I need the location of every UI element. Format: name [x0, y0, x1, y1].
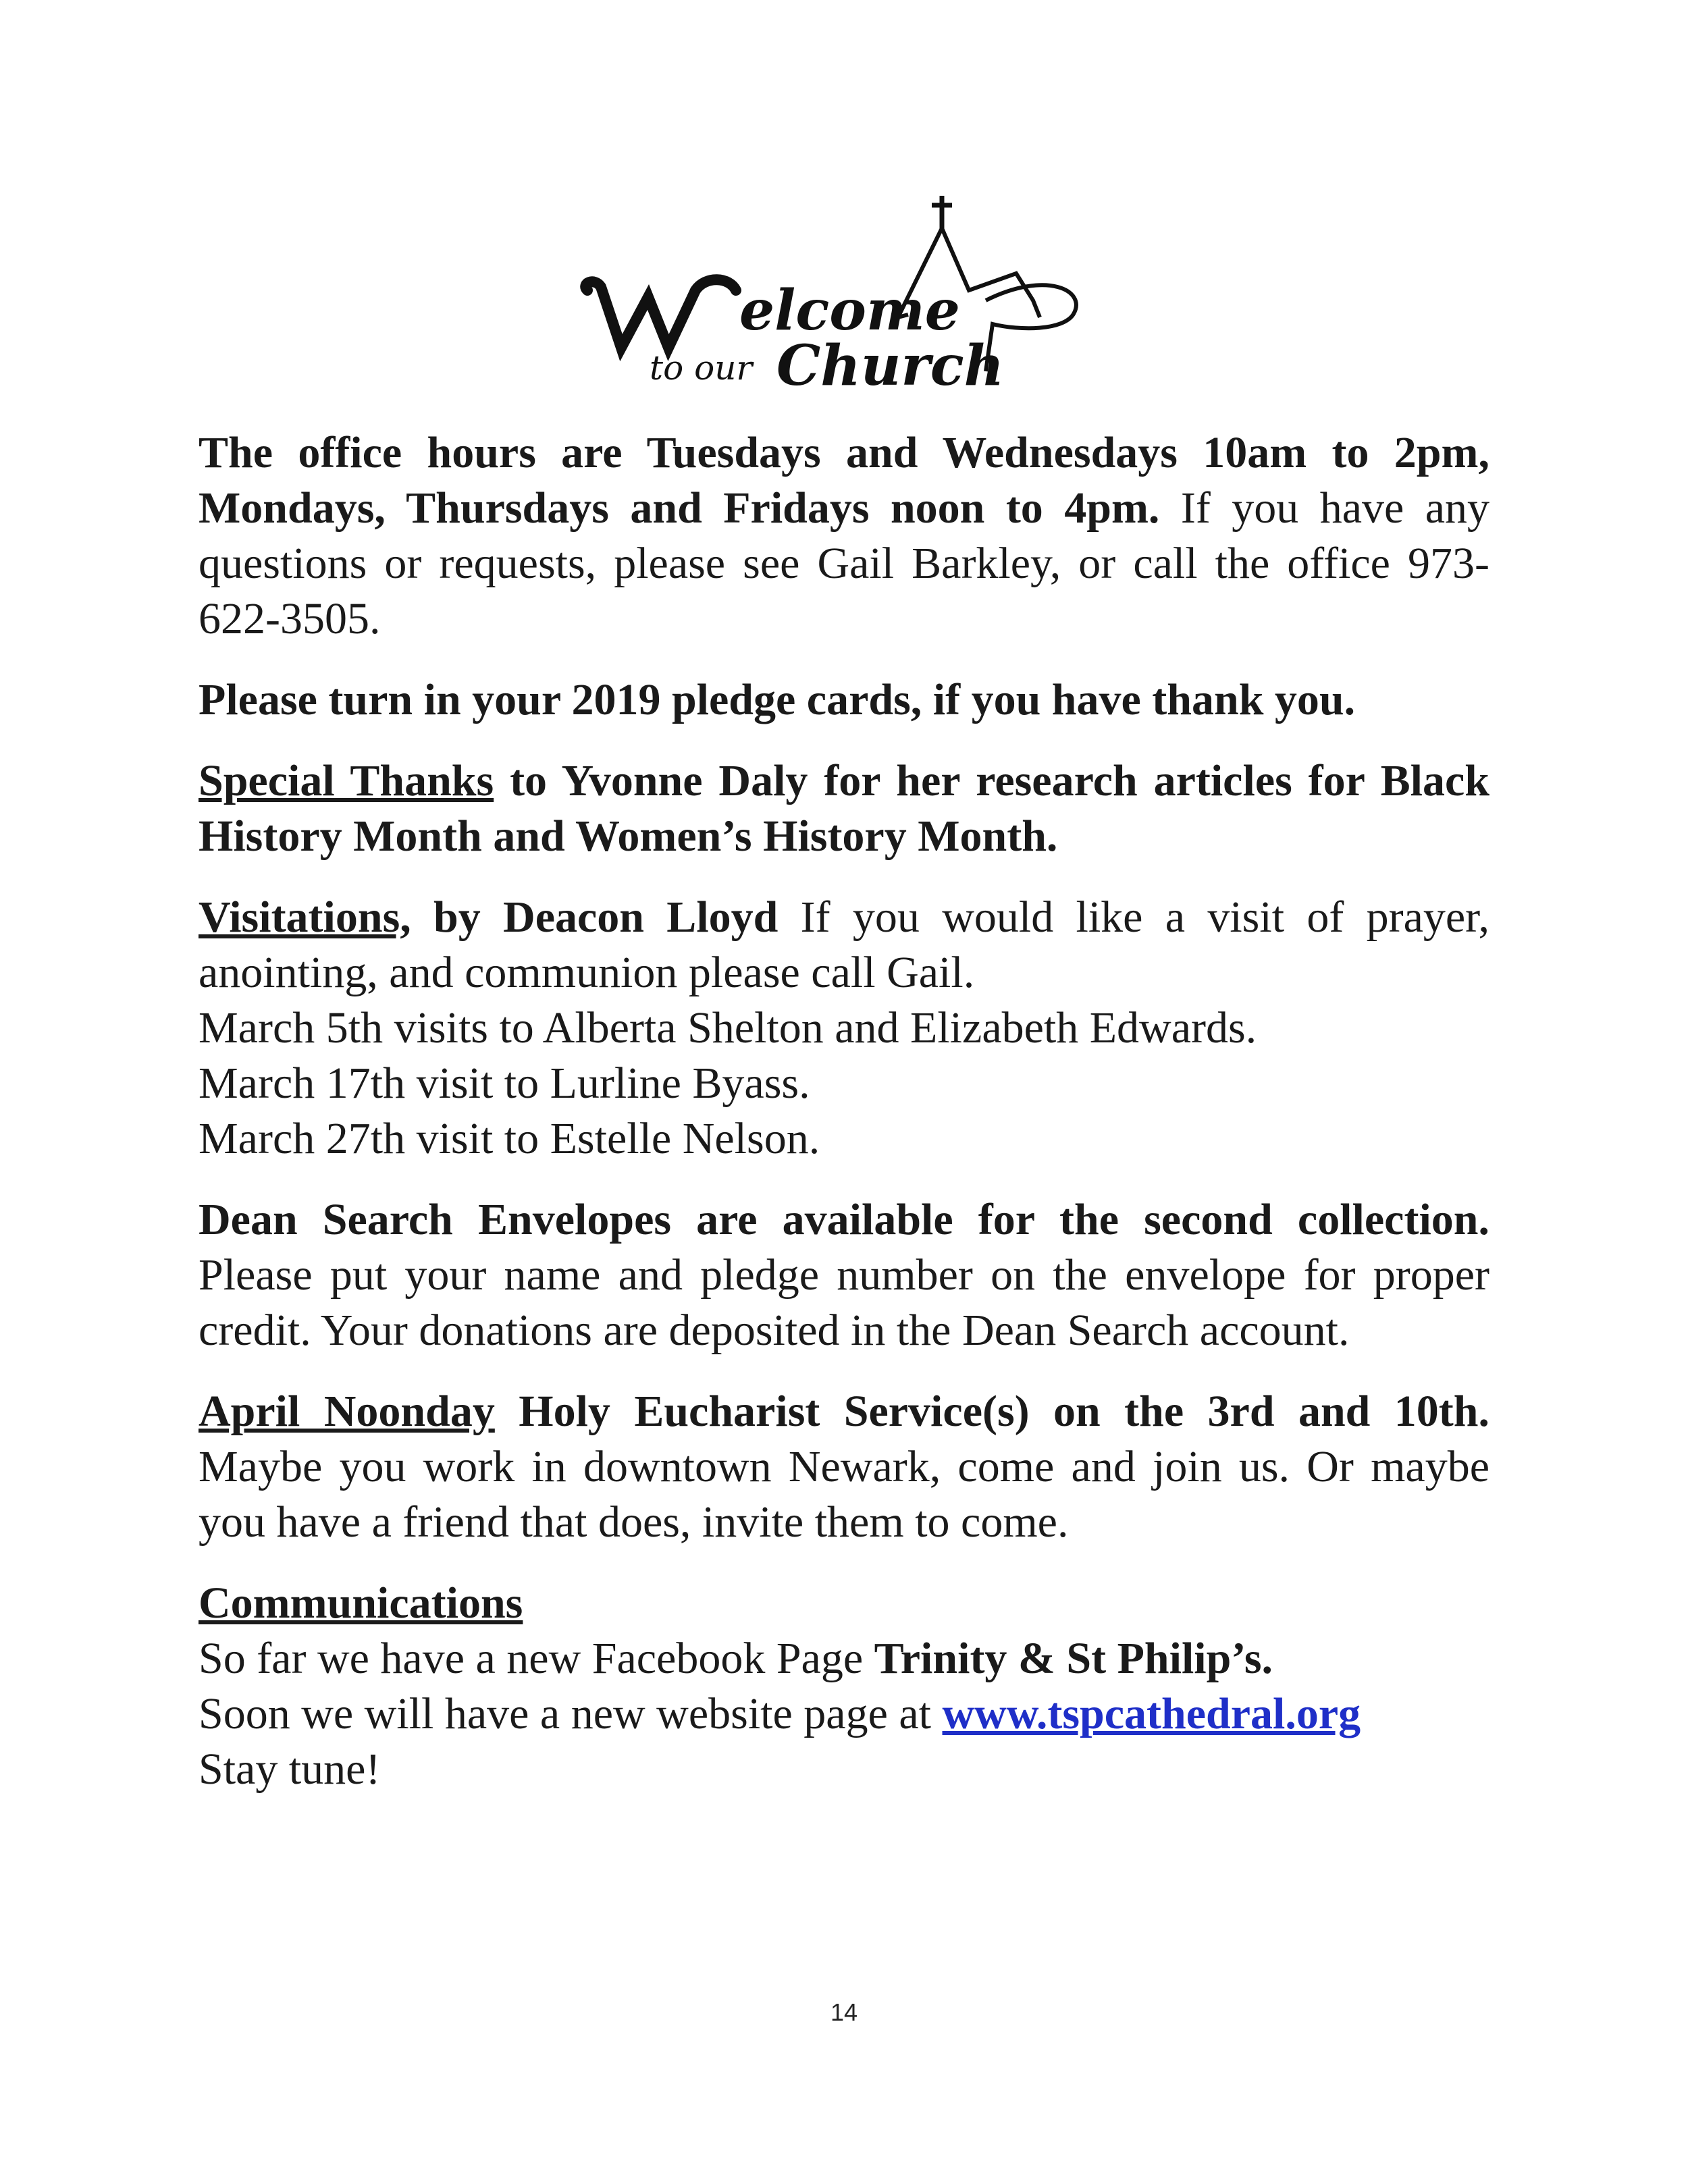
communications-heading: Communications — [199, 1578, 523, 1628]
welcome-logo — [574, 189, 1101, 405]
visit-line: March 27th visit to Estelle Nelson. — [199, 1114, 820, 1163]
website-line — [199, 1686, 1489, 1742]
office-hours-paragraph — [199, 425, 1489, 647]
dean-search-paragraph — [199, 1192, 1489, 1358]
office-contact-text: If you have any questions or requests, please see Gail Barkley, or call the office 973-622-3505. — [199, 483, 1490, 643]
website-link[interactable]: www.tspcathedral.org — [942, 1689, 1361, 1738]
visitations-paragraph — [199, 890, 1489, 1167]
visitations-text: If you would like a visit of prayer, anointing, and communion please call Gail. — [199, 893, 1489, 997]
facebook-line — [199, 1631, 1489, 1686]
stay-tune-text: Stay tune! — [199, 1744, 381, 1794]
logo-word-welcome: elcome — [739, 278, 960, 343]
facebook-text: So far we have a new Facebook Page — [199, 1634, 874, 1683]
special-thanks-paragraph — [199, 753, 1489, 864]
church-logo-icon — [574, 189, 1101, 405]
logo-word-church: Church — [776, 334, 1005, 398]
communications-paragraph — [199, 1576, 1489, 1797]
visitations-heading: Visitations, — [199, 893, 411, 942]
april-noonday-paragraph — [199, 1384, 1489, 1550]
bulletin-content — [199, 425, 1489, 1823]
visit-line: March 5th visits to Alberta Shelton and Elizabeth Edwards. — [199, 1003, 1257, 1053]
dean-search-text: Please put your name and pledge number on the envelope for proper credit. Your donations are deposited in the Dean Search account. — [199, 1250, 1489, 1355]
april-noonday-text: Maybe you work in downtown Newark, come and join us. Or maybe you have a friend that does, invite them to come. — [199, 1442, 1489, 1547]
special-thanks-heading: Special Thanks — [199, 756, 494, 805]
visitations-by: by Deacon Lloyd — [411, 893, 779, 942]
pledge-cards-text: Please turn in your 2019 pledge cards, if you have thank you. — [199, 675, 1356, 724]
facebook-page-name: Trinity & St Philip’s. — [874, 1634, 1273, 1683]
eucharist-service-text: Holy Eucharist Service(s) on the 3rd and 10th. — [494, 1387, 1489, 1436]
logo-word-to-our: to our — [650, 348, 753, 388]
visit-line: March 17th visit to Lurline Byass. — [199, 1059, 810, 1108]
dean-search-heading: Dean Search Envelopes are available for the second collection. — [199, 1195, 1489, 1244]
special-thanks-text: to Yvonne Daly for her research articles for Black History Month and Women’s History Month. — [199, 756, 1489, 861]
april-noonday-heading: April Noonday — [199, 1387, 495, 1436]
office-hours-text: The office hours are Tuesdays and Wednesdays 10am to 2pm, Mondays, Thursdays and Fridays noon to 4pm. — [199, 428, 1489, 533]
website-text: Soon we will have a new website page at — [199, 1689, 943, 1738]
pledge-cards-paragraph — [199, 672, 1489, 728]
page-number: 14 — [830, 1998, 858, 2026]
